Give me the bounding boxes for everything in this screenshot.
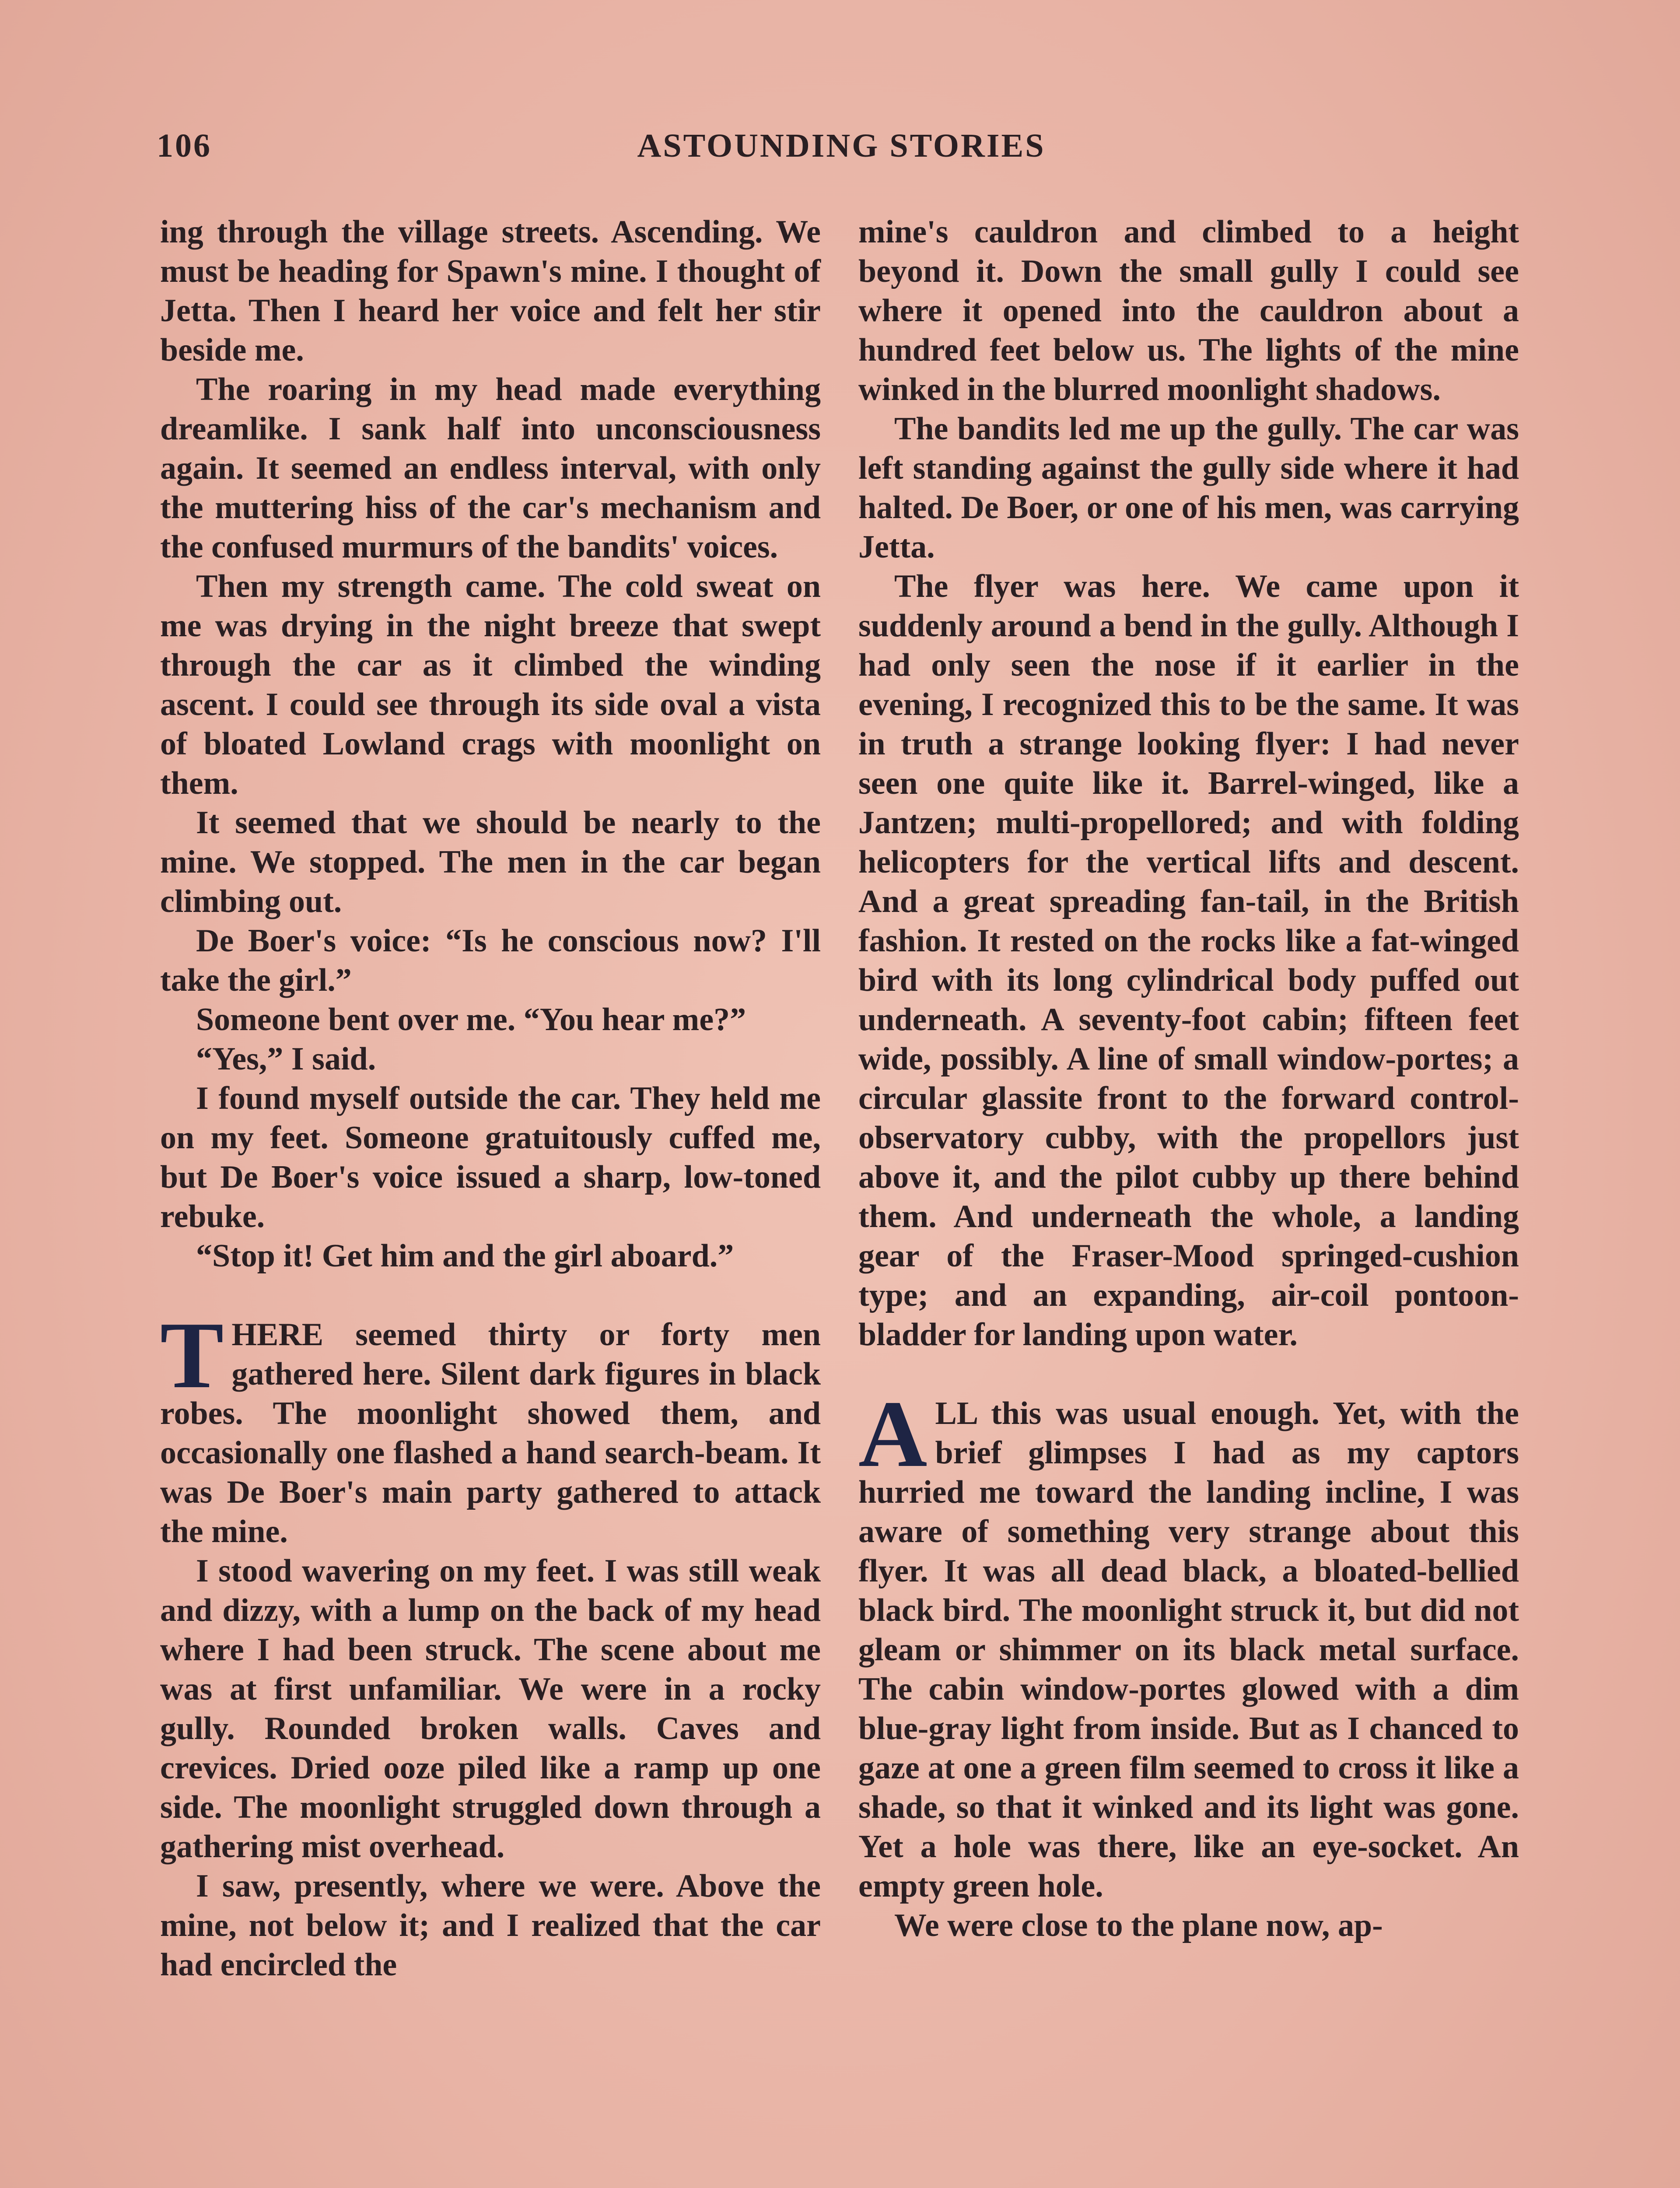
paragraph: “Stop it! Get him and the girl aboard.” — [196, 1238, 734, 1274]
paragraph: I found myself outside the car. They held me on my feet. Someone gratuitously cuffed me, but De Boer's voice issued a sharp, low-toned rebuke. — [160, 1080, 821, 1234]
paragraph: The flyer was here. We came upon it suddenly around a bend in the gully. Although I had only seen the nose if it earlier in the evening, I recognized this to be the same. It was in truth a strange looking flyer: I had never seen one quite like it. Barrel-winged, like a Jantzen; multi-propellored; and with folding helicopters for the vertical lifts and descent. And a great spreading fan-tail, in the British fashion. It rested on the rocks like a fat-winged bird with its long cylindrical body puffed out underneath. A seventy-foot cabin; fifteen feet wide, possibly. A line of small window-portes; a circular glassite front to the forward control-observatory cubby, with the propellors just above it, and the pilot cubby up there behind them. And underneath the whole, a landing gear of the Fraser-Mood springed-cushion type; and an expanding, air-coil pontoon-bladder for landing upon water. — [858, 568, 1519, 1353]
section-opening-paragraph — [858, 1382, 1519, 1906]
paragraph: I stood wavering on my feet. I was still weak and dizzy, with a lump on the back of my head where I had been struck. The scene about me was at first unfamiliar. We were in a rocky gully. Rounded broken walls. Caves and crevices. Dried ooze piled like a ramp up one side. The moonlight struggled down through a gathering mist overhead. — [160, 1553, 821, 1865]
paragraph: De Boer's voice: “Is he conscious now? I'll take the girl.” — [160, 923, 821, 998]
drop-cap: A — [858, 1382, 928, 1487]
paragraph: mine's cauldron and climbed to a height beyond it. Down the small gully I could see where it opened into the cauldron about a hundred feet below us. The lights of the mine winked in the blurred moonlight shadows. — [858, 214, 1519, 407]
paragraph: It seemed that we should be nearly to the mine. We stopped. The men in the car began climbing out. — [160, 805, 821, 919]
running-title: ASTOUNDING STORIES — [637, 127, 1046, 164]
paragraph: The bandits led me up the gully. The car was left standing against the gully side where it had halted. De Boer, or one of his men, was carrying Jetta. — [858, 411, 1519, 565]
page-header — [157, 127, 1526, 175]
section-opening-text: LL this was usual enough. Yet, with the brief glimpses I had as my captors hurried me toward the landing incline, I was aware of something very strange about this flyer. It was all dead black, a bloated-bellied black bird. The moonlight struck it, but did not gleam or shimmer on its black metal surface. The cabin window-portes glowed with a dim blue-gray light from inside. But as I chanced to gaze at one a green film seemed to cross it like a shade, so that it winked and its light was gone. Yet a hole was there, like an eye-socket. An empty green hole. — [858, 1396, 1519, 1904]
left-column — [160, 212, 821, 1985]
right-column — [858, 212, 1519, 1945]
paragraph: I saw, presently, where we were. Above the mine, not below it; and I realized that the car had encircled the — [160, 1868, 821, 1983]
section-opening-paragraph — [160, 1303, 821, 1551]
paragraph: Someone bent over me. “You hear me?” — [196, 1002, 746, 1038]
paragraph: ing through the village streets. Ascending. We must be heading for Spawn's mine. I thought of Jetta. Then I heard her voice and felt her stir beside me. — [160, 214, 821, 368]
page-number: 106 — [157, 127, 212, 164]
paragraph: Then my strength came. The cold sweat on me was drying in the night breeze that swept through the car as it climbed the winding ascent. I could see through its side oval a vista of bloated Lowland crags with moonlight on them. — [160, 568, 821, 801]
paragraph: “Yes,” I said. — [196, 1041, 376, 1077]
paragraph: We were close to the plane now, ap- — [894, 1907, 1383, 1943]
paragraph: The roaring in my head made everything dreamlike. I sank half into unconsciousness again. It seemed an endless interval, with only the muttering hiss of the car's mechanism and the confused murmurs of the bandits' voices. — [160, 372, 821, 565]
section-opening-text: HERE seemed thirty or forty men gathered here. Silent dark figures in black robes. The moonlight showed them, and occasionally one flashed a hand search-beam. It was De Boer's main party gathered to attack the mine. — [160, 1317, 821, 1550]
drop-cap: T — [160, 1303, 224, 1408]
